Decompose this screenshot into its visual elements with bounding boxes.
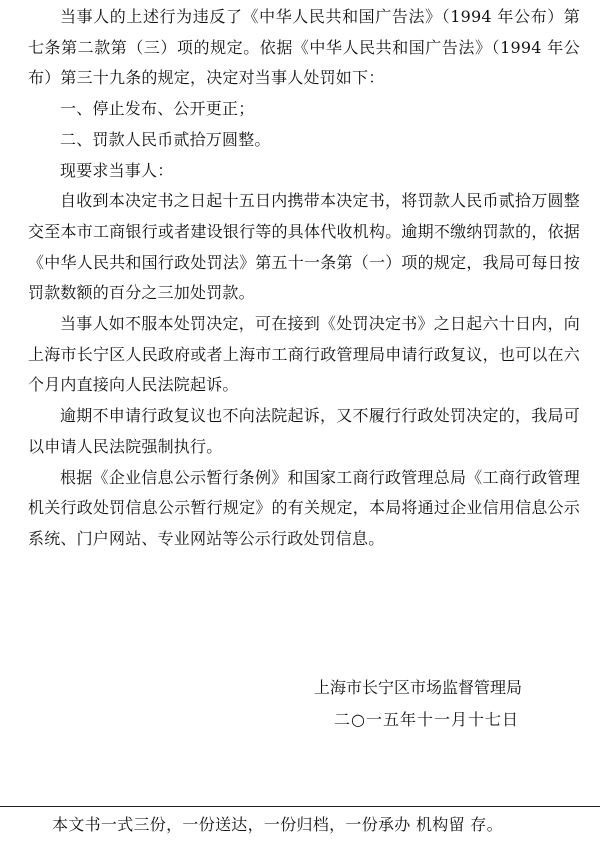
paragraph-appeal-rights: 当事人如不服本处罚决定，可在接到《处罚决定书》之日起六十日内，向上海市长宁区人民政府或者上海市工商行政管理局申请行政复议，也可以在六个月内直接向人民法院起诉。: [28, 314, 580, 395]
paragraph-violation-finding: 当事人的上述行为违反了《中华人民共和国广告法》（1994 年公布）第七条第二款第（三）项的规定。依据《中华人民共和国广告法》（1994 年公布）第三十九条的规定，决定对当事人处罚如下：: [28, 7, 580, 88]
footer-note: 本文书一式三份，一份送达，一份归档，一份承办 机构留 存。: [52, 815, 503, 834]
paragraph-payment-instructions: 自收到本决定书之日起十五日内携带本决定书，将罚款人民币贰拾万圆整交至本市工商银行或者建设银行等的具体代收机构。逾期不缴纳罚款的，依据《中华人民共和国行政处罚法》第五十一条第（一）项的规定，我局可每日按罚款数额的百分之三加处罚款。: [28, 191, 580, 303]
document-body: [28, 2, 580, 555]
penalty-item-stop-publishing: 一、停止发布、公开更正；: [60, 99, 255, 119]
signature-block: [314, 672, 522, 736]
issue-date: 二○一五年十一月十七日: [334, 710, 519, 729]
footer-divider: [0, 806, 600, 807]
issuing-organization: 上海市长宁区市场监督管理局: [314, 678, 523, 697]
paragraph-requirements-heading: 现要求当事人：: [60, 160, 174, 180]
paragraph-enforcement: 逾期不申请行政复议也不向法院起诉，又不履行行政处罚决定的，我局可以申请人民法院强制执行。: [28, 406, 580, 456]
penalty-item-fine: 二、罚款人民币贰拾万圆整。: [60, 129, 271, 149]
paragraph-public-disclosure: 根据《企业信息公示暂行条例》和国家工商行政管理总局《工商行政管理机关行政处罚信息公示暂行规定》的有关规定，本局将通过企业信用信息公示系统、门户网站、专业网站等公示行政处罚信息。: [28, 467, 580, 548]
